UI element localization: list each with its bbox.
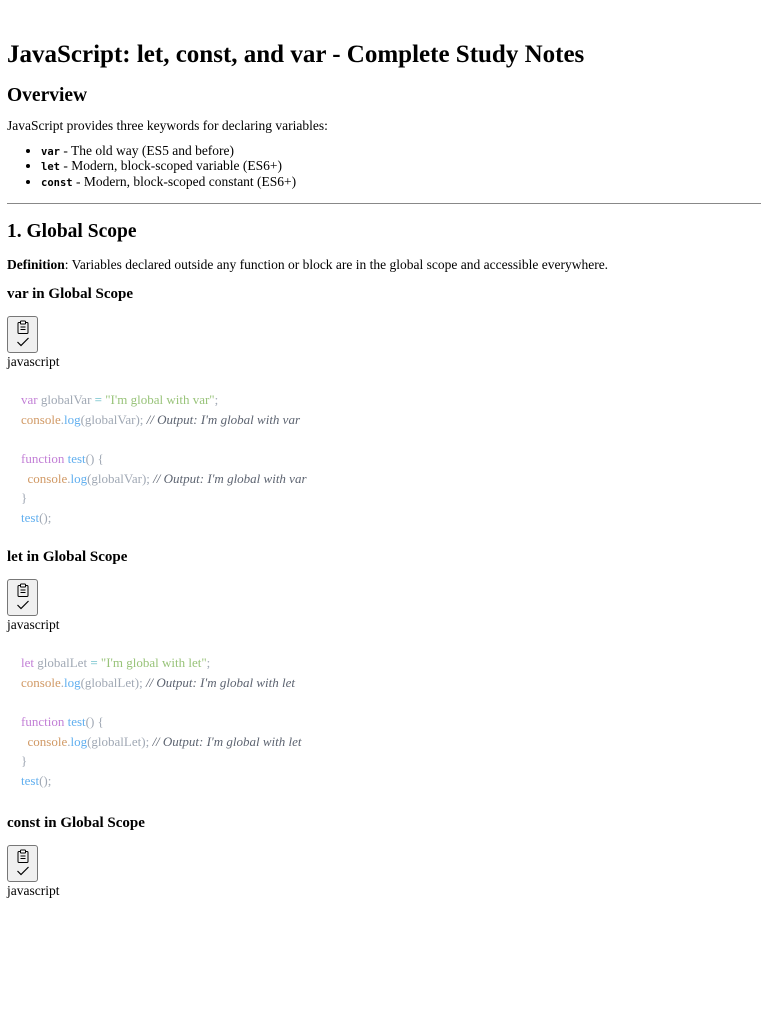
clipboard-check-icon (16, 849, 30, 879)
copy-code-button[interactable] (7, 579, 38, 616)
list-item-desc: - Modern, block-scoped constant (ES6+) (72, 173, 297, 189)
keyword-code: var (41, 145, 60, 158)
page-title: JavaScript: let, const, and var - Complete Study Notes (7, 41, 585, 68)
clipboard-check-icon (16, 320, 30, 350)
overview-intro: JavaScript provides three keywords for declaring variables: (7, 118, 328, 133)
definition-paragraph (7, 258, 761, 273)
const-global-heading: const in Global Scope (7, 814, 145, 831)
list-item (41, 144, 761, 160)
definition-text: : Variables declared outside any function or block are in the global scope and accessible everywhere. (64, 257, 609, 273)
copy-code-button[interactable] (7, 316, 38, 353)
list-item-desc: - Modern, block-scoped variable (ES6+) (59, 158, 283, 174)
code-block: var globalVar = "I'm global with var"; console.log(globalVar); // Output: I'm global with var function test() { console.log(globalVar); // Output: I'm global with var } test(); (21, 392, 307, 525)
var-global-heading: var in Global Scope (7, 286, 133, 303)
code-language-label: javascript (7, 354, 60, 370)
let-global-heading: let in Global Scope (7, 549, 128, 566)
list-item (41, 175, 761, 191)
global-scope-heading: 1. Global Scope (7, 221, 137, 243)
list-item (41, 159, 761, 175)
section-divider (7, 203, 761, 204)
keyword-list (7, 144, 761, 191)
clipboard-check-icon (16, 583, 30, 613)
code-block: let globalLet = "I'm global with let"; console.log(globalLet); // Output: I'm global with let function test() { console.log(globalLet); // Output: I'm global with let } test(); (21, 655, 302, 788)
copy-code-button[interactable] (7, 845, 38, 882)
code-language-label: javascript (7, 617, 60, 633)
keyword-code: let (41, 161, 60, 174)
list-item-desc: - The old way (ES5 and before) (59, 142, 235, 158)
keyword-code: const (41, 176, 73, 189)
code-language-label: javascript (7, 882, 60, 898)
definition-label: Definition (7, 257, 65, 273)
overview-heading: Overview (7, 85, 88, 106)
